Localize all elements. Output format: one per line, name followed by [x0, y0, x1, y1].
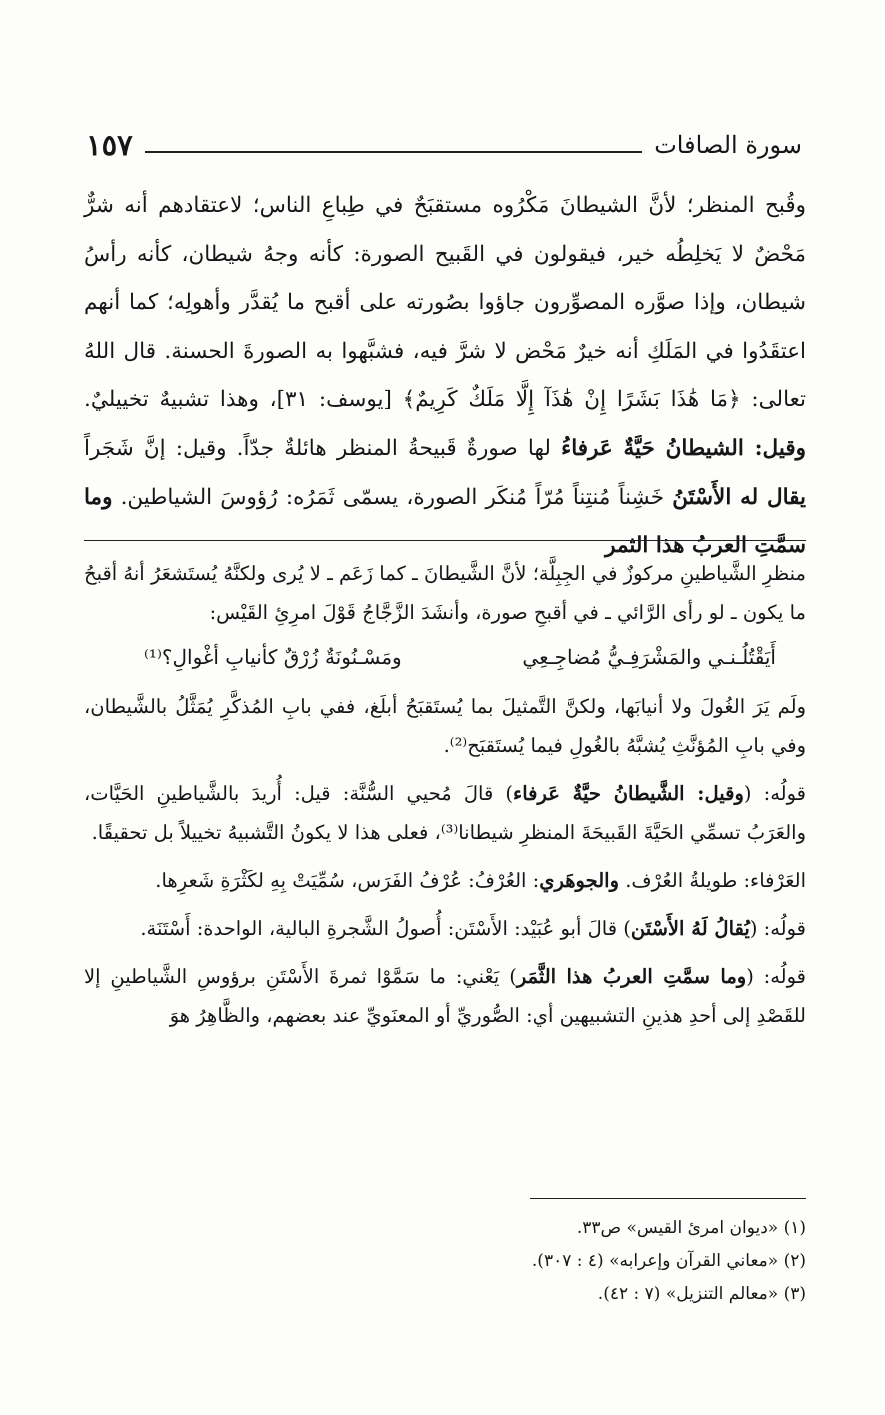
commentary-paragraph: [84, 957, 806, 1035]
main-text: [84, 182, 806, 571]
commentary-segment: قولُه: (: [746, 965, 806, 988]
poetry-verse: [84, 638, 806, 677]
footnote: (٢) «معاني القرآن وإعرابه» (٤ : ٣٠٧).: [531, 1251, 806, 1271]
main-paragraph: [84, 182, 806, 571]
main-text-bold-segment: وقيل: الشيطانُ حَيَّةٌ عَرفاءُ: [561, 435, 806, 461]
footnotes: [532, 1212, 806, 1311]
verse-first-hemistich: أَيَقْتُلُـنـي والمَشْرَفِـيُّ مُضاجِـعِي: [522, 645, 776, 669]
commentary-segment: ) قالَ أبو عُبَيْد: الأَسْتَن: أُصولُ الشَّجرةِ البالية، الواحدة: أَسْتَنَة.: [140, 917, 631, 940]
commentary-segment: ) يَعْني: ما سَمَّوْا ثمرةَ الأَسْتَنِ برؤوسِ الشَّياطينِ إلا للقَصْدِ إلى أحدِ هذينِ التشبيهين أي: الصُّوريِّ أو المعنَويِّ عند بعضهم، والظَّاهِرُ هوَ: [84, 965, 806, 1027]
commentary-quote: والجوهَري: [539, 869, 619, 892]
commentary-segment: ) قالَ مُحيي السُّنَّة: قيل: أُريدَ بالشَّياطينِ الحَيَّات، والعَرَبُ تسمِّي الحَيَّةَ القَبيحَةَ المنظرِ شيطانا⁽³⁾، فعلى هذا لا يكونُ التَّشبيهُ تخييلاً بل تحقيقًا.: [84, 782, 806, 844]
main-text-segment: وقُبح المنظر؛ لأنَّ الشيطانَ مَكْرُوه مستقبَحٌ في طِباعِ الناس؛ لاعتقادهم أنه شرٌّ مَحْضٌ لا يَخلِطُه خير، فيقولون في القَبيح الصورة: كأنه وجهُ شيطان، كأنه رأسُ شيطان، وإذا صوَّره المصوِّرون جاؤوا بصُورته على أقبح ما يُقدَّر وأهولِه؛ كما أنهم اعتقَدُوا في المَلَكِ أنه خيرٌ مَحْض لا شرَّ فيه، فشبَّهوا به الصورةَ الحسنة. قال اللهُ تعالى: ﴿مَا هَٰذَا بَشَرًا إِنْ هَٰذَآ إِلَّا مَلَكٌ كَرِيمٌ﴾ [يوسف: ٣١]، وهذا تشبيهٌ تخييليٌ.: [84, 193, 807, 413]
footnote-rule: [530, 1198, 806, 1199]
commentary: [84, 554, 806, 1044]
main-text-segment: لها صورةٌ قَبيحةُ المنظر هائلةٌ جدّاً. وقيل: إنَّ شَجَراً: [84, 435, 562, 461]
commentary-segment: قولُه: (: [743, 782, 807, 805]
page-number: ١٥٧: [86, 128, 133, 162]
commentary-quote: وقيل: الشَّيطانُ حيَّةٌ عَرفاء: [513, 782, 744, 805]
footnote: (١) «ديوان امرئ القيس» ص٣٣.: [576, 1218, 806, 1238]
main-text-bold-segment: وما سمَّتِ العربُ هذا الثمر: [84, 484, 806, 559]
commentary-segment: العَرْفاء: طويلةُ العُرْف.: [619, 869, 806, 892]
commentary-paragraph: منظرِ الشَّياطينِ مركوزٌ في الجِبِلَّة؛ لأنَّ الشَّيطانَ ـ كما زَعَم ـ لا يُرى ولكنَّهُ يُستَشعَرُ أنهُ أقبحُ ما يكون ـ لو رأى الرَّائي ـ في أقبحِ صورة، وأنشَدَ الزَّجَّاجُ قَوْلَ امرِئِ القَيْس:: [84, 562, 806, 624]
header-rule: [145, 151, 642, 153]
commentary-paragraph: [84, 861, 806, 900]
page-header: [86, 120, 802, 170]
commentary-paragraph: ولَم يَرَ الغُولَ ولا أنيابَها، ولكنَّ التَّمثيلَ بما يُستَقبَحُ أبلَغ، ففي بابِ المُذكَّرِ يُمَثَّلُ بالشَّيطان، وفي بابِ المُؤنَّثِ يُشبَّهُ بالغُولِ فيما يُستَقبَح⁽²⁾.: [84, 695, 806, 757]
footnote: (٣) «معالم التنزيل» (٧ : ٤٢).: [597, 1284, 806, 1304]
commentary-quote: يُقالُ لَهُ الأَسْتَن: [630, 917, 750, 940]
commentary-quote: وما سمَّتِ العربُ هذا الثَّمَر: [516, 965, 747, 988]
surah-title: سورة الصافات: [654, 131, 802, 159]
commentary-paragraph: [84, 774, 806, 852]
main-text-bold-segment: يقال له الأَسْتَنُ: [672, 484, 807, 510]
main-commentary-separator: [84, 540, 806, 541]
commentary-segment: : العُرْفُ: عُرْفُ الفَرَس، سُمِّيَتْ بِهِ لكَثْرَةِ شَعرِها.: [155, 869, 540, 892]
commentary-paragraph: [84, 909, 806, 948]
commentary-segment: قولُه: (: [749, 917, 806, 940]
verse-second-hemistich: ومَسْـنُونَةٌ زُرْقٌ كأنيابِ أغْوالِ؟⁽¹⁾: [144, 645, 402, 669]
main-text-segment: خَشِناً مُنتِناً مُرّاً مُنكَر الصورة، يسمّى ثَمَرُه: رُؤوسَ الشياطين.: [112, 484, 673, 510]
